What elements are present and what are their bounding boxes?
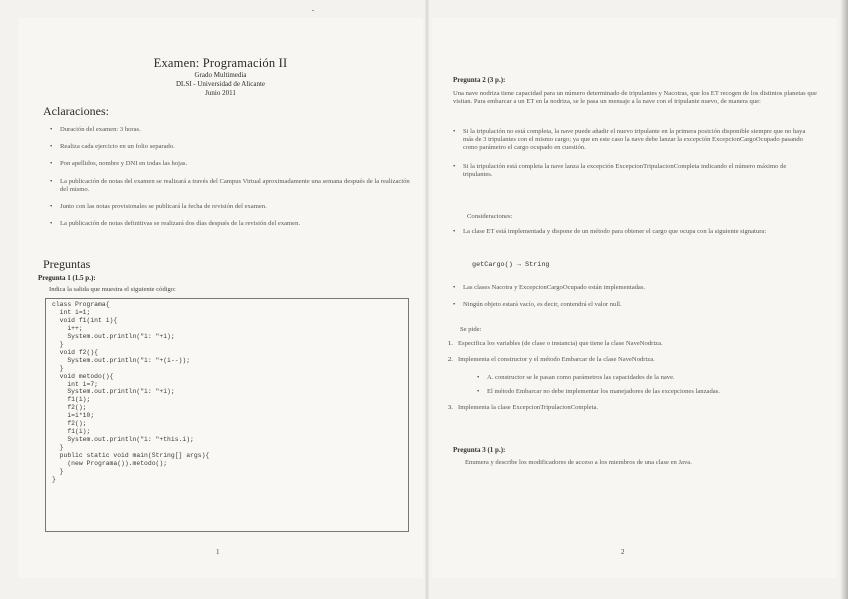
code-line: f1(i); — [52, 428, 91, 436]
code-line: (new Programa()).metodo(); — [52, 460, 168, 468]
pregunta1-instruction: Indica la salida que muestra el siguiente código: — [49, 286, 176, 293]
edge-shadow — [840, 0, 848, 599]
exam-title: Examen: Programación II — [153, 56, 288, 70]
code-line: i=i*10; — [52, 412, 95, 420]
method-signature: getCargo() → String — [472, 261, 550, 269]
code-line: System.out.println("i: "+i); — [52, 332, 175, 340]
code-text — [46, 299, 408, 486]
list-item: 3. Implementa la clase ExcepcionTripulacionCompleta. — [448, 404, 599, 411]
exam-subtitle-1: Grado Multimedia — [194, 71, 247, 79]
list-item: 2. Implementa el constructor y el método Embarcar de la clase NaveNodriza. — [448, 356, 655, 364]
preguntas-heading: Preguntas — [43, 257, 91, 271]
code-line: int i=7; — [52, 380, 99, 388]
list-item: • Si la tripulación está completa la nave lanza la excepción ExcepcionTripulacionCompleta indicando el número máximo de tripulantes. — [453, 163, 813, 179]
code-line: System.out.println("i: "+this.i); — [52, 436, 194, 444]
code-line: } — [52, 468, 64, 476]
code-line: f2(); — [52, 404, 87, 412]
subtasks-list — [477, 374, 817, 402]
list-item: • La publicación de notas definitivas se realizará dos días después de la revisión del examen. — [50, 220, 410, 228]
pregunta3-title: Pregunta 3 (1 p.): — [453, 446, 506, 454]
list-item: • La publicación de notas del examen se realizará a través del Campus Virtual aproximadamente una semana después de la realización del mismo. — [50, 178, 410, 194]
code-line: f1(i); — [52, 396, 91, 404]
center-fold — [425, 0, 429, 599]
aclaraciones-list — [50, 126, 410, 237]
page-number: 1 — [216, 548, 220, 556]
list-item: • A. constructor se le pasan como parámetros las capacidades de la nave. — [477, 374, 817, 382]
consideraciones-list — [453, 228, 813, 245]
code-line: } — [52, 340, 64, 348]
code-line: class Programa{ — [52, 301, 110, 308]
pregunta3-text: Enumera y describe los modificadores de acceso a los miembros de una clase en Java. — [465, 459, 692, 466]
code-line: public static void main(String[] args){ — [52, 452, 210, 460]
list-item: • Ningún objeto estará vacío, es decir, contendrá el valor null. — [453, 301, 813, 309]
se-pide-label: Se pide: — [460, 326, 482, 333]
pregunta2-title: Pregunta 2 (3 p.): — [453, 76, 506, 84]
tasks-list — [448, 340, 818, 372]
code-line: void metodo(){ — [52, 372, 114, 380]
code-line: } — [52, 475, 56, 483]
code-line: i++; — [52, 324, 83, 332]
consideraciones-list-2 — [453, 284, 813, 318]
code-line: void f2(){ — [52, 348, 99, 356]
code-line: } — [52, 364, 64, 372]
list-item: • Si la tripulación no está completa, la nave puede añadir el nuevo tripulante en la primera posición disponible siempre que no haya más de 3 tripulantes con el mismo cargo; ya que en este caso la nave debe lanzar la excepción ExcepcionCargoOcupado pasando como parámetro el cargo ocupado en cuestión. — [453, 128, 813, 153]
list-item: • Realiza cada ejercicio en un folio separado. — [50, 143, 410, 151]
pregunta2-conditions — [453, 128, 813, 189]
exam-header — [18, 56, 423, 98]
pregunta1-title: Pregunta 1 (1.5 p.): — [38, 274, 96, 282]
list-item: • La clase ET está implementada y dispone de un método para obtener el cargo que ocupa con la siguiente signatura: — [453, 228, 813, 236]
aclaraciones-heading: Aclaraciones: — [43, 104, 109, 118]
exam-subtitle-2: DLSI - Universidad de Alicante — [175, 80, 266, 88]
list-item: • Duración del examen: 3 horas. — [50, 126, 410, 134]
code-line: System.out.println("i: "+(i--)); — [52, 356, 191, 364]
scan-speck — [312, 10, 314, 11]
pregunta2-intro: Una nave nodriza tiene capacidad para un número determinado de tripulantes y Nacotras, que los ET recogen de los distintos planetas que visitan. Para embarcar a un ET en la nodriza, se le pasa un mensaje a la nave con el tripulante nuevo, de manera que: — [453, 90, 817, 106]
code-line: System.out.println("i: "+i); — [52, 388, 175, 396]
list-item: • Pon apellidos, nombre y DNI en todas las hojas. — [50, 160, 410, 168]
code-listing — [45, 298, 409, 532]
code-line: } — [52, 444, 64, 452]
page-number: 2 — [621, 548, 625, 556]
code-line: f2(); — [52, 420, 87, 428]
tasks-list-3 — [448, 404, 818, 420]
code-line: int i=1; — [52, 308, 91, 316]
page-left — [18, 18, 423, 578]
list-item: 1. Especifica los variables (de clase o instancia) que tiene la clase NaveNodriza. — [448, 340, 663, 347]
consideraciones-label: Consideraciones: — [467, 213, 513, 220]
list-item: • Junto con las notas provisionales se publicará la fecha de revisión del examen. — [50, 203, 410, 211]
exam-subtitle-3: Junio 2011 — [205, 89, 236, 97]
page-right — [432, 18, 837, 578]
list-item: • El método Embarcar no debe implementar los manejadores de las excepciones lanzadas. — [477, 388, 817, 396]
list-item: • Las clases Nacotra y ExcepcionCargoOcupado están implementadas. — [453, 284, 813, 292]
code-line: void f1(int i){ — [52, 316, 118, 324]
